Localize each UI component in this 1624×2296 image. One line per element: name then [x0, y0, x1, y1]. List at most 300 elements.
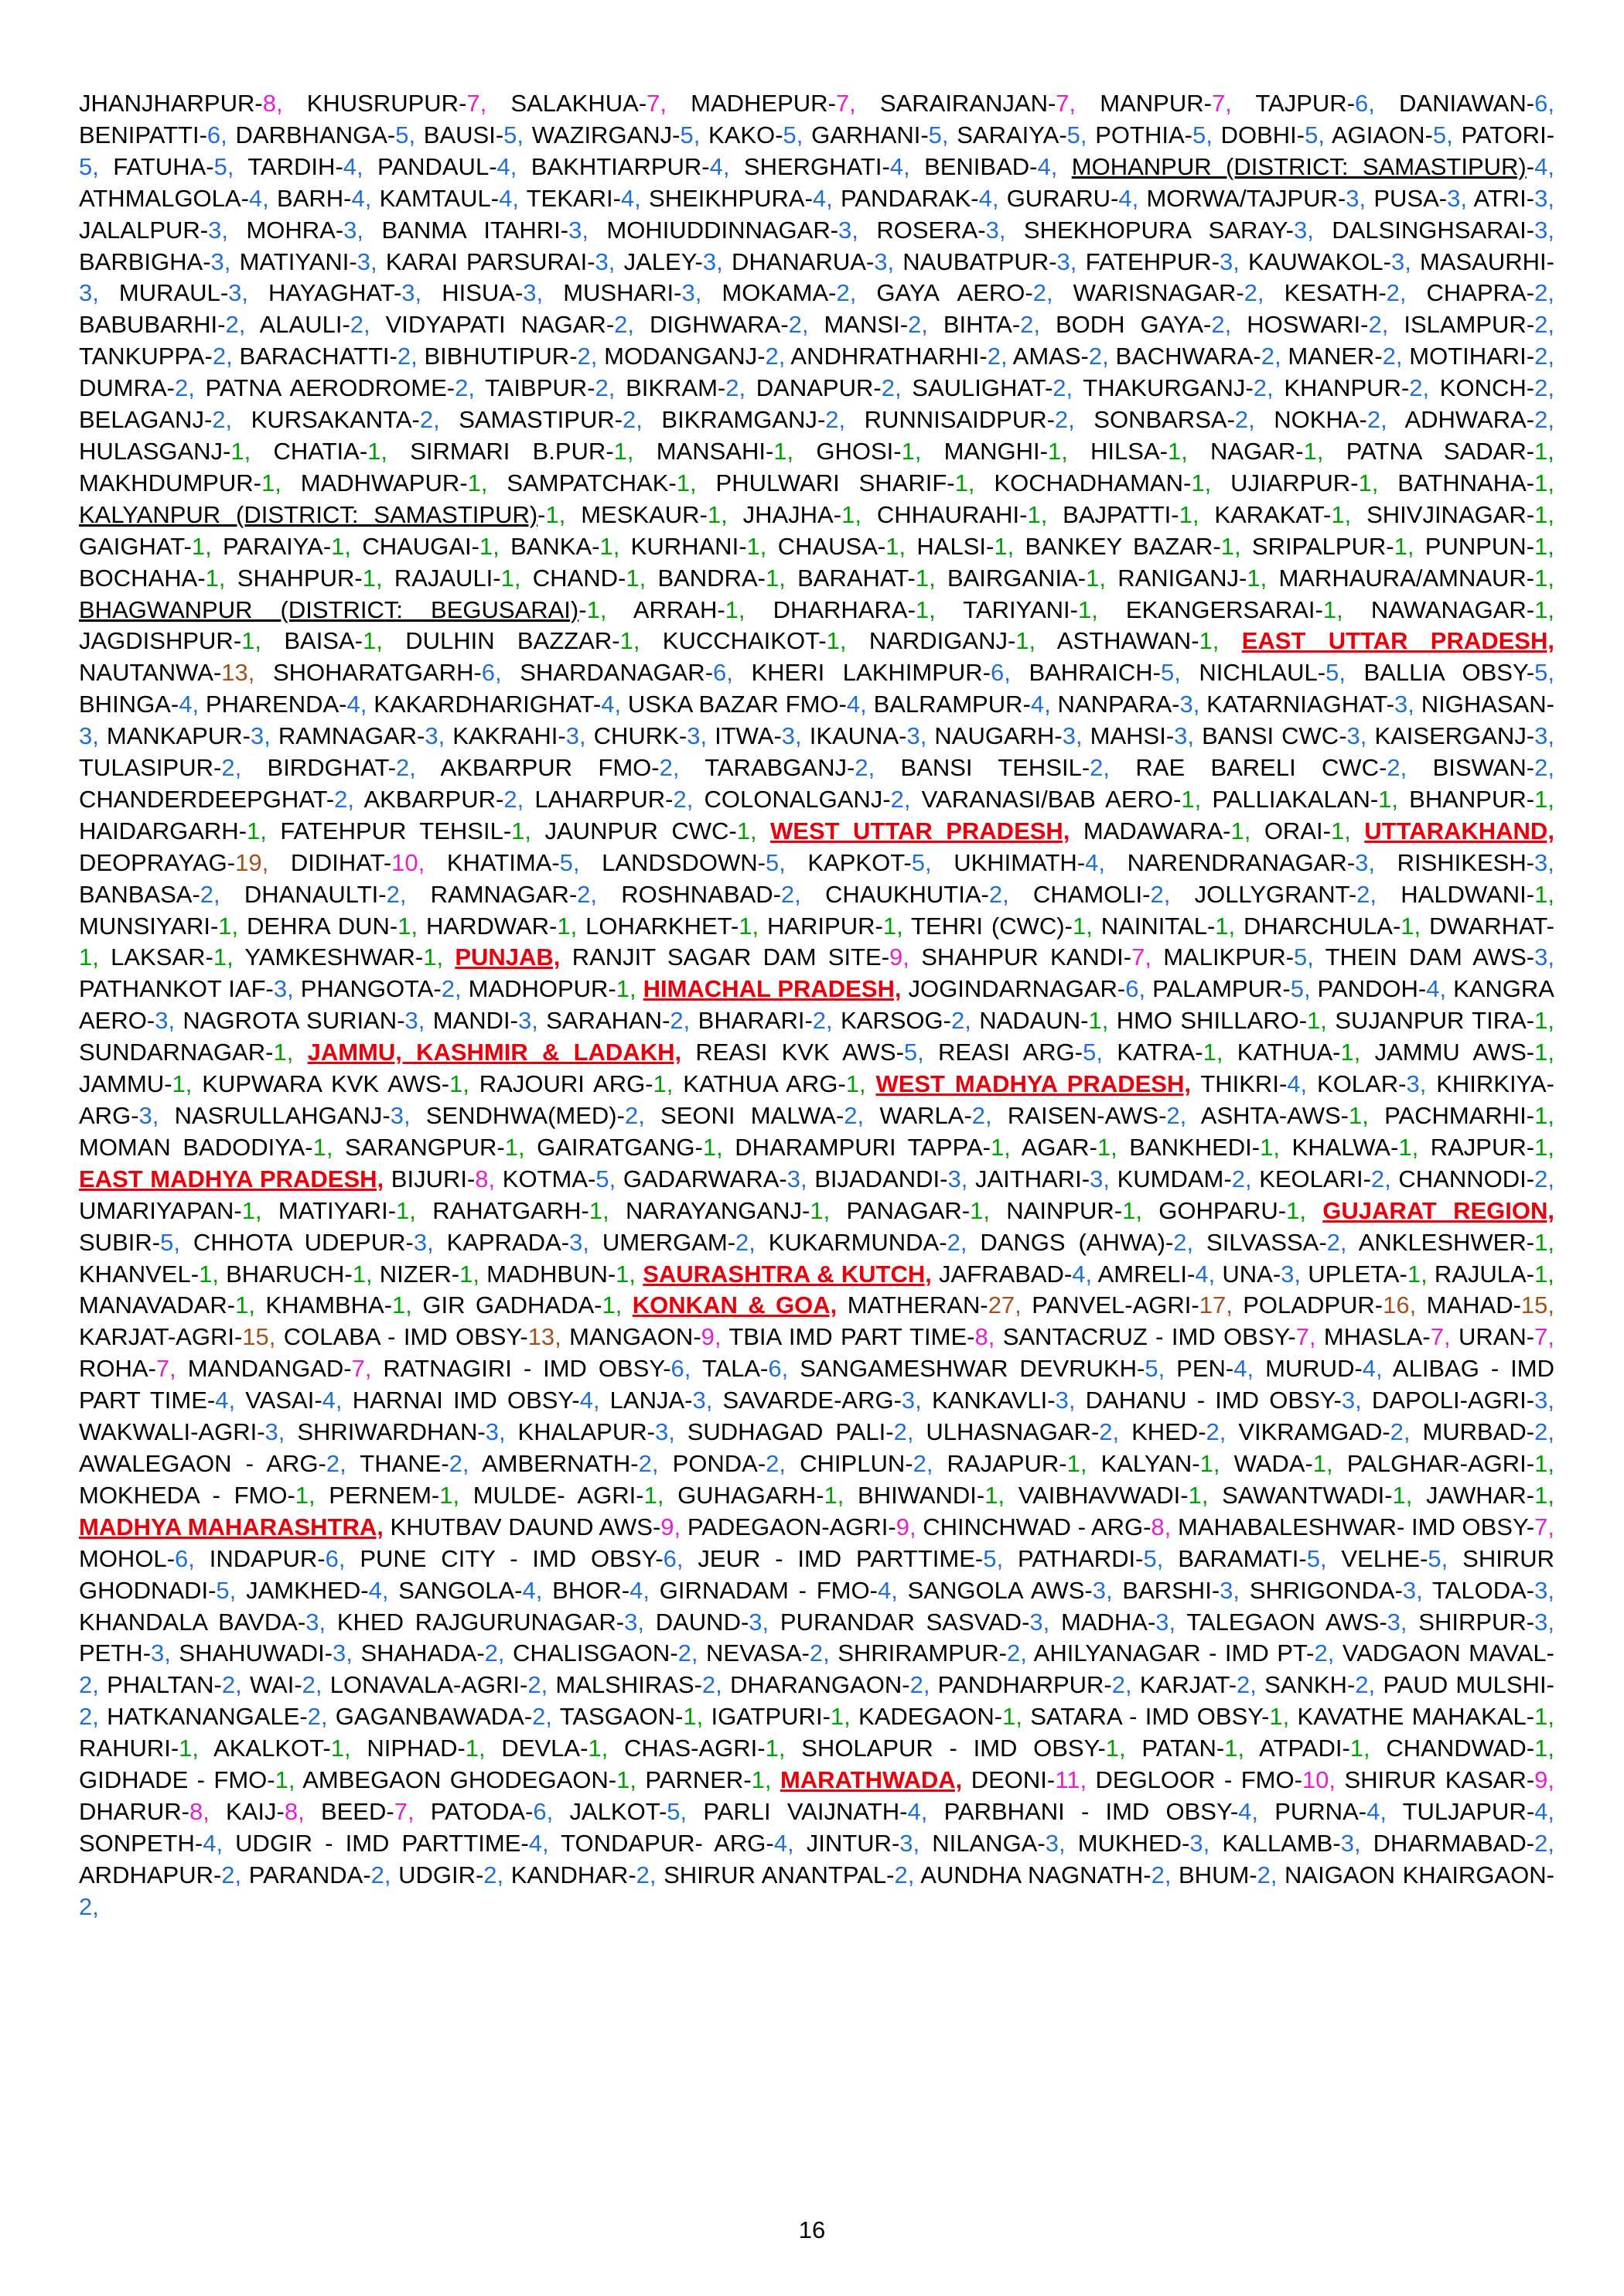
- station-name: SONBARSA: [1093, 406, 1227, 434]
- rainfall-count: 2: [908, 311, 922, 339]
- rainfall-count: 2: [1099, 1418, 1113, 1446]
- station-entry: BARAMATI-5,: [1178, 1544, 1327, 1572]
- rainfall-count: 2: [1032, 279, 1046, 307]
- station-entry: SRIPALPUR-1,: [1251, 532, 1414, 560]
- station-name: PEN: [1176, 1355, 1226, 1383]
- station-entry: VADGAON MAVAL-2,: [79, 1639, 1554, 1699]
- station-name: LONAVALA-AGRI: [329, 1671, 520, 1699]
- station-entry: CHHAURAHI-1,: [876, 500, 1048, 528]
- station-entry: BAHRAICH-5,: [1029, 659, 1181, 687]
- station-name: CHAS-AGRI: [624, 1735, 758, 1762]
- station-entry: KALYANPUR (DISTRICT: SAMASTIPUR)-1,: [79, 500, 566, 528]
- rainfall-count: 4: [179, 691, 193, 718]
- rainfall-count: 3: [568, 216, 582, 244]
- station-name: PATAN: [1141, 1735, 1216, 1762]
- rainfall-count: 4: [709, 152, 723, 180]
- station-name: PARBHANI - IMD OBSY: [943, 1797, 1230, 1825]
- station-name: KHANPUR: [1284, 374, 1401, 402]
- station-entry: UMERGAM-2,: [602, 1228, 756, 1256]
- station-name: DHARCHULA: [1244, 912, 1393, 940]
- rainfall-count: 1: [824, 1481, 838, 1509]
- rainfall-count: 1: [465, 1735, 479, 1762]
- rainfall-count: 1: [830, 1703, 844, 1731]
- station-entry: SUDHAGAD PALI-2,: [687, 1418, 914, 1446]
- rainfall-count: 1: [230, 437, 244, 465]
- station-name: DAHANU - IMD OBSY: [1085, 1387, 1334, 1414]
- station-name: PATNA SADAR: [1346, 437, 1527, 465]
- station-name: MURBAD: [1422, 1418, 1527, 1446]
- rainfall-count: 3: [1189, 1829, 1203, 1857]
- station-name: JAFRABAD: [939, 1260, 1064, 1288]
- station-name: CHANNODI: [1398, 1165, 1527, 1192]
- rainfall-count: 2: [1088, 343, 1103, 370]
- station-entry: PARAIYA-1,: [223, 532, 352, 560]
- rainfall-count: 5: [216, 1576, 230, 1604]
- station-name: DAPOLI-AGRI: [1371, 1387, 1527, 1414]
- station-entry: MAKHDUMPUR-1,: [79, 469, 281, 496]
- station-entry: NAGAR-1,: [1210, 437, 1324, 465]
- station-name: MUSHARI: [563, 279, 674, 307]
- station-entry: DHARAMPURI TAPPA-1,: [735, 1133, 1011, 1161]
- station-entry: KADEGAON-1,: [858, 1703, 1022, 1731]
- rainfall-count: 2: [1314, 1639, 1328, 1667]
- station-name: SHIVJINAGAR: [1366, 500, 1527, 528]
- rainfall-count: 1: [1322, 595, 1337, 623]
- station-entry: SHERGHATI-4,: [743, 152, 910, 180]
- rainfall-count: 4: [496, 152, 510, 180]
- station-name: THANE: [360, 1449, 442, 1477]
- station-name: TAJPUR: [1255, 90, 1347, 117]
- station-name: DHARHARA: [773, 595, 908, 623]
- station-name: TALA: [701, 1355, 761, 1383]
- station-name: CHAMOLI: [1032, 880, 1143, 908]
- station-name: BANKEY BAZAR: [1025, 532, 1213, 560]
- rainfall-count: 3: [569, 1228, 583, 1256]
- rainfall-count: 6: [663, 1544, 677, 1572]
- rainfall-count: 1: [586, 595, 600, 623]
- rainfall-count: 3: [1055, 1387, 1069, 1414]
- station-entry: JALALPUR-3,: [79, 216, 228, 244]
- station-entry: ALAULI-2,: [259, 311, 370, 339]
- rainfall-count: 1: [295, 1481, 309, 1509]
- station-name: SANTACRUZ - IMD OBSY: [1002, 1323, 1288, 1351]
- rainfall-count: 1: [1534, 1703, 1548, 1731]
- station-name: MANDANGAD: [187, 1355, 344, 1383]
- rainfall-count: 8: [189, 1797, 203, 1825]
- station-entry: MANKAPUR-3,: [106, 722, 271, 750]
- rainfall-count: 1: [1534, 1260, 1548, 1288]
- station-entry: SALAKHUA-7,: [510, 90, 667, 117]
- rainfall-count: 1: [191, 532, 206, 560]
- rainfall-count: 5: [903, 1039, 918, 1066]
- rainfall-count: 2: [370, 1861, 384, 1888]
- station-name: BOCHAHA: [79, 564, 198, 592]
- rainfall-count: 3: [1534, 722, 1548, 750]
- rainfall-count: 7: [466, 90, 480, 117]
- station-entry: MUNSIYARI-1,: [79, 912, 239, 940]
- station-entry: UNA-3,: [1222, 1260, 1302, 1288]
- station-entry: RAJOURI ARG-1,: [479, 1070, 674, 1098]
- rainfall-count: 1: [984, 1481, 998, 1509]
- station-entry: BARSHI-3,: [1122, 1576, 1240, 1604]
- station-entry: ANDHRATHARHI-2,: [790, 343, 1008, 370]
- station-entry: BIKRAM-2,: [626, 374, 746, 402]
- station-name: DEVLA: [501, 1735, 581, 1762]
- rainfall-count: 4: [522, 1576, 536, 1604]
- station-name: KURHANI: [630, 532, 739, 560]
- station-entry: MALIKPUR-5,: [1163, 943, 1314, 971]
- rainfall-count: 2: [503, 785, 517, 813]
- station-name: SHRIGONDA: [1249, 1576, 1395, 1604]
- rainfall-count: 4: [346, 691, 360, 718]
- rainfall-count: 2: [175, 374, 189, 402]
- station-entry: COLABA - IMD OBSY-13,: [283, 1323, 561, 1351]
- station-entry: DEGLOOR - FMO-10,: [1095, 1766, 1336, 1794]
- station-entry: PARNER-1,: [645, 1766, 772, 1794]
- station-name: GUHAGARH: [677, 1481, 817, 1509]
- station-name: TALEGAON AWS: [1186, 1608, 1380, 1636]
- station-entry: SHIRUR KASAR-9,: [1344, 1766, 1555, 1794]
- station-entry: GIR GADHADA-1,: [422, 1291, 623, 1319]
- station-entry: CHAPRA-2,: [1426, 279, 1554, 307]
- station-entry: USKA BAZAR FMO-4,: [627, 691, 867, 718]
- station-entry: BAISA-1,: [284, 627, 383, 655]
- rainfall-count: 2: [527, 1671, 541, 1699]
- station-entry: UDGIR-2,: [398, 1861, 504, 1888]
- rainfall-count: 1: [1105, 1735, 1120, 1762]
- region-heading: EAST MADHYA PRADESH,: [79, 1165, 384, 1192]
- station-name: BACHWARA: [1115, 343, 1254, 370]
- station-name: NAIGAON KHAIRGAON: [1285, 1861, 1547, 1888]
- station-name: DHARMABAD: [1373, 1829, 1527, 1857]
- station-entry: CHAUSA-1,: [777, 532, 906, 560]
- station-entry: BACHWARA-2,: [1115, 343, 1281, 370]
- rainfall-count: 2: [766, 1449, 780, 1477]
- station-name: ORAI: [1264, 817, 1323, 844]
- station-name: MUKHED: [1077, 1829, 1182, 1857]
- station-entry: SHOHARATGARH-6,: [272, 659, 502, 687]
- station-entry: FATUHA-5,: [113, 152, 234, 180]
- rainfall-count: 2: [455, 374, 469, 402]
- rainfall-count: 2: [1151, 1861, 1165, 1888]
- station-name: AMBERNATH: [481, 1449, 631, 1477]
- station-name: MANDI: [432, 1007, 510, 1035]
- station-entry: SAWANTWADI-1,: [1222, 1481, 1413, 1509]
- station-entry: WAKWALI-AGRI-3,: [79, 1418, 285, 1446]
- station-entry: ADHWARA-2,: [1404, 406, 1554, 434]
- region-heading: HIMACHAL PRADESH,: [643, 975, 902, 1003]
- station-entry: JHANJHARPUR-8,: [79, 90, 283, 117]
- rainfall-count: 3: [985, 216, 999, 244]
- rainfall-count: 2: [855, 754, 868, 782]
- station-name: URAN: [1458, 1323, 1527, 1351]
- rainfall-count: 2: [1355, 1671, 1369, 1699]
- station-entry: LONAVALA-AGRI-2,: [329, 1671, 548, 1699]
- station-name: PERNEM: [329, 1481, 432, 1509]
- station-entry: PHANGOTA-2,: [300, 975, 462, 1003]
- rainfall-count: 3: [1346, 722, 1360, 750]
- station-name: AKALKOT: [213, 1735, 323, 1762]
- station-name: JINTUR: [806, 1829, 892, 1857]
- station-entry: PATHARDI-5,: [1017, 1544, 1164, 1572]
- rainfall-count: 7: [1534, 1513, 1548, 1540]
- station-name: BANSI CWC: [1202, 722, 1339, 750]
- station-name: DEHRA DUN: [247, 912, 390, 940]
- station-name: SHRIRAMPUR: [838, 1639, 999, 1667]
- station-name: MAKHDUMPUR: [79, 469, 254, 496]
- rainfall-count: 2: [200, 880, 214, 908]
- station-entry: BISWAN-2,: [1432, 754, 1554, 782]
- rainfall-count: 1: [653, 1070, 667, 1098]
- rainfall-count: 5: [1294, 943, 1308, 971]
- station-entry: THAKURGANJ-2,: [1083, 374, 1274, 402]
- station-name: DANGS (AHWA): [980, 1228, 1165, 1256]
- station-name: KURSAKANTA: [251, 406, 412, 434]
- station-entry: ORAI-1,: [1264, 817, 1351, 844]
- rainfall-count: 2: [1534, 1829, 1548, 1857]
- station-entry: EKANGERSARAI-1,: [1125, 595, 1343, 623]
- station-entry: TARABGANJ-2,: [705, 754, 875, 782]
- station-name: PUSA: [1373, 184, 1439, 212]
- station-entry: AKBARPUR-2,: [363, 785, 524, 813]
- station-entry: FATEHPUR TEHSIL-1,: [280, 817, 532, 844]
- station-entry: DAHANU - IMD OBSY-3,: [1085, 1387, 1362, 1414]
- rainfall-count: 1: [1534, 1133, 1548, 1161]
- station-name: NAINPUR: [1006, 1196, 1114, 1224]
- station-entry: KAVATHE MAHAKAL-1,: [1297, 1703, 1554, 1731]
- station-name: HALSI: [916, 532, 986, 560]
- rainfall-count: 3: [1355, 848, 1369, 876]
- station-entry: PARLI VAIJNATH-4,: [703, 1797, 928, 1825]
- station-name: HISUA: [442, 279, 515, 307]
- rainfall-count: 1: [1534, 564, 1548, 592]
- rainfall-count: 3: [1534, 848, 1548, 876]
- rainfall-count: 2: [449, 1449, 462, 1477]
- station-entry: BHINGA-4,: [79, 691, 200, 718]
- rainfall-count: 10: [391, 848, 418, 876]
- rainfall-count: 2: [1366, 406, 1381, 434]
- station-name: DOBHI: [1220, 121, 1297, 148]
- station-entry: JAUNPUR CWC-1,: [544, 817, 757, 844]
- station-entry: KHERI LAKHIMPUR-6,: [751, 659, 1011, 687]
- rainfall-count: 2: [701, 1671, 716, 1699]
- station-entry: NANPARA-3,: [1057, 691, 1200, 718]
- rainfall-count: 2: [419, 406, 434, 434]
- station-entry: KATHUA-1,: [1237, 1039, 1361, 1066]
- rainfall-count: 2: [1390, 1418, 1404, 1446]
- station-entry: PALAMPUR-5,: [1152, 975, 1311, 1003]
- station-name: DEONI: [971, 1766, 1047, 1794]
- station-entry: PURANDAR SASVAD-3,: [780, 1608, 1050, 1636]
- station-entry: THANE-2,: [360, 1449, 469, 1477]
- rainfall-count: 3: [79, 722, 93, 750]
- station-name: BARACHATTI: [239, 343, 390, 370]
- station-entry: KHED-2,: [1131, 1418, 1227, 1446]
- station-entry: TANKUPPA-2,: [79, 343, 233, 370]
- station-entry: RAE BARELI CWC-2,: [1135, 754, 1407, 782]
- station-entry: JAWHAR-1,: [1426, 1481, 1554, 1509]
- station-name: MORWA/TAJPUR: [1146, 184, 1338, 212]
- station-name: SARAIYA: [957, 121, 1059, 148]
- rainfall-count: 2: [307, 1703, 321, 1731]
- rainfall-count: 2: [1166, 1102, 1180, 1129]
- rainfall-count: 5: [1432, 121, 1447, 148]
- station-entry: GHOSI-1,: [816, 437, 922, 465]
- rainfall-count: 4: [846, 691, 861, 718]
- station-name: RATNAGIRI - IMD OBSY: [383, 1355, 664, 1383]
- station-entry: NARDIGANJ-1,: [868, 627, 1036, 655]
- station-name: MATIYANI: [239, 247, 350, 275]
- station-entry: HARDWAR-1,: [426, 912, 578, 940]
- station-entry: MOHOL-6,: [79, 1544, 195, 1572]
- rainfall-count: 4: [1037, 152, 1051, 180]
- rainfall-count: 4: [1287, 1070, 1301, 1098]
- station-entry: MANAVADAR-1,: [79, 1291, 255, 1319]
- station-entry: MOKHEDA - FMO-1,: [79, 1481, 316, 1509]
- station-entry: BHAGWANPUR (DISTRICT: BEGUSARAI)-1,: [79, 595, 607, 623]
- station-name: TULASIPUR: [79, 754, 213, 782]
- station-entry: PATNA AERODROME-2,: [205, 374, 475, 402]
- station-entry: BAJPATTI-1,: [1063, 500, 1199, 528]
- station-name: MALSHIRAS: [555, 1671, 694, 1699]
- station-entry: PANAGAR-1,: [846, 1196, 990, 1224]
- rainfall-count: 2: [1006, 1639, 1021, 1667]
- rainfall-count: 5: [911, 848, 926, 876]
- station-entry: RAMNAGAR-3,: [278, 722, 445, 750]
- rainfall-count: 2: [1234, 406, 1249, 434]
- rainfall-count: 1: [1534, 880, 1548, 908]
- page-number: 16: [798, 2216, 826, 2243]
- station-entry: ATRI-3,: [1473, 184, 1554, 212]
- station-entry: ALIBAG - IMD PART TIME-4,: [79, 1355, 1554, 1414]
- rainfall-count: 2: [396, 754, 410, 782]
- station-entry: DHANARUA-3,: [731, 247, 895, 275]
- rainfall-count: 1: [235, 1291, 249, 1319]
- station-entry: MANSAHI-1,: [656, 437, 794, 465]
- station-name: BIKRAMGANJ: [661, 406, 817, 434]
- station-name: MALIKPUR: [1163, 943, 1286, 971]
- station-name: RAHURI: [79, 1735, 171, 1762]
- station-name: GIDHADE - FMO: [79, 1766, 268, 1794]
- station-name: ITWA: [715, 722, 774, 750]
- station-entry: NICHLAUL-5,: [1199, 659, 1346, 687]
- rainfall-count: 3: [692, 1387, 706, 1414]
- rainfall-count: 3: [523, 279, 537, 307]
- station-entry: HALDWANI-1,: [1401, 880, 1554, 908]
- station-name: SARAIRANJAN: [879, 90, 1048, 117]
- station-name: TALODA: [1432, 1576, 1527, 1604]
- station-name: JAITHARI: [974, 1165, 1082, 1192]
- rainfall-count: 1: [643, 1481, 657, 1509]
- station-name: KUMDAM: [1117, 1165, 1224, 1192]
- rainfall-count: 2: [670, 1007, 684, 1035]
- station-name: SARANGPUR: [345, 1133, 497, 1161]
- station-entry: SAVARDE-ARG-3,: [722, 1387, 922, 1414]
- station-name: SRIPALPUR: [1251, 532, 1387, 560]
- rainfall-count: 15: [242, 1323, 269, 1351]
- station-name: MOMAN BADODIYA: [79, 1133, 305, 1161]
- rainfall-count: 2: [386, 880, 400, 908]
- station-entry: DANGS (AHWA)-2,: [980, 1228, 1194, 1256]
- rainfall-count: 2: [659, 754, 673, 782]
- station-name: KESATH: [1284, 279, 1379, 307]
- station-name: AMBEGAON GHODEGAON: [302, 1766, 609, 1794]
- station-entry: NIGHASAN-3,: [79, 691, 1554, 750]
- station-name: PUNPUN: [1424, 532, 1527, 560]
- station-entry: BATHNAHA-1,: [1397, 469, 1554, 496]
- rainfall-count: 1: [1015, 627, 1029, 655]
- station-entry: KANDHAR-2,: [510, 1861, 657, 1888]
- rainfall-count: 2: [890, 785, 904, 813]
- rainfall-count: 1: [331, 532, 345, 560]
- station-name: MOKAMA: [722, 279, 829, 307]
- station-name: MADAWARA: [1083, 817, 1223, 844]
- station-name: SANGOLA AWS: [907, 1576, 1085, 1604]
- rainfall-count: 1: [1348, 1102, 1363, 1129]
- station-name: REASI ARG: [938, 1039, 1075, 1066]
- station-entry: KHED RAJGURUNAGAR-3,: [336, 1608, 644, 1636]
- station-entry: BENIBAD-4,: [924, 152, 1058, 180]
- station-entry: MODANGANJ-2,: [604, 343, 786, 370]
- station-name: BARBIGHA: [79, 247, 203, 275]
- station-name: KUPWARA KVK AWS: [202, 1070, 442, 1098]
- station-entry: NARAYANGANJ-1,: [626, 1196, 831, 1224]
- station-name: ATRI: [1473, 184, 1527, 212]
- rainfall-count: 1: [739, 912, 752, 940]
- station-entry: ATHMALGOLA-4,: [79, 184, 269, 212]
- rainfall-count: 1: [1027, 500, 1041, 528]
- station-name: DEOPRAYAG: [79, 848, 227, 876]
- rainfall-count: 1: [241, 627, 255, 655]
- station-name: CHAPRA: [1426, 279, 1527, 307]
- station-name: KHATIMA: [446, 848, 552, 876]
- station-entry: BIHTA-2,: [943, 311, 1041, 339]
- rainfall-count: 1: [467, 469, 481, 496]
- rainfall-count: 6: [768, 1355, 782, 1383]
- station-entry: SHEKHOPURA SARAY-3,: [1023, 216, 1314, 244]
- rainfall-count: 1: [1260, 1133, 1274, 1161]
- station-name: CHURK: [593, 722, 679, 750]
- station-entry: HISUA-3,: [442, 279, 544, 307]
- station-entry: ITWA-3,: [715, 722, 802, 750]
- rainfall-count: 3: [1179, 691, 1193, 718]
- station-entry: SILVASSA-2,: [1206, 1228, 1347, 1256]
- station-name: SANGAMESHWAR DEVRUKH: [800, 1355, 1138, 1383]
- station-entry: KUCCHAIKOT-1,: [662, 627, 847, 655]
- station-entry: MASAURHI-3,: [79, 247, 1554, 307]
- station-entry: JALKOT-5,: [569, 1797, 687, 1825]
- rainfall-count: 1: [1534, 1007, 1548, 1035]
- station-name: CHHAURAHI: [876, 500, 1020, 528]
- rainfall-count: 2: [677, 1639, 691, 1667]
- station-name: KHIRKIYA-ARG: [79, 1070, 1554, 1129]
- rainfall-count: 4: [1534, 1797, 1548, 1825]
- station-name: GOHPARU: [1158, 1196, 1278, 1224]
- station-entry: AWALEGAON - ARG-2,: [79, 1449, 346, 1477]
- station-name: RAMNAGAR: [430, 880, 569, 908]
- station-entry: BHOR-4,: [552, 1576, 650, 1604]
- station-entry: TEKARI-4,: [526, 184, 641, 212]
- rainfall-count: 2: [1253, 374, 1267, 402]
- rainfall-count: 2: [225, 311, 239, 339]
- rainfall-count: 2: [913, 1449, 926, 1477]
- station-name: KANGRA AERO: [79, 975, 1554, 1035]
- rainfall-count: 3: [305, 1608, 319, 1636]
- station-entry: PALLIAKALAN-1,: [1212, 785, 1399, 813]
- station-entry: ASTHAWAN-1,: [1056, 627, 1220, 655]
- station-name: LOHARKHET: [585, 912, 731, 940]
- rainfall-count: 5: [79, 152, 93, 180]
